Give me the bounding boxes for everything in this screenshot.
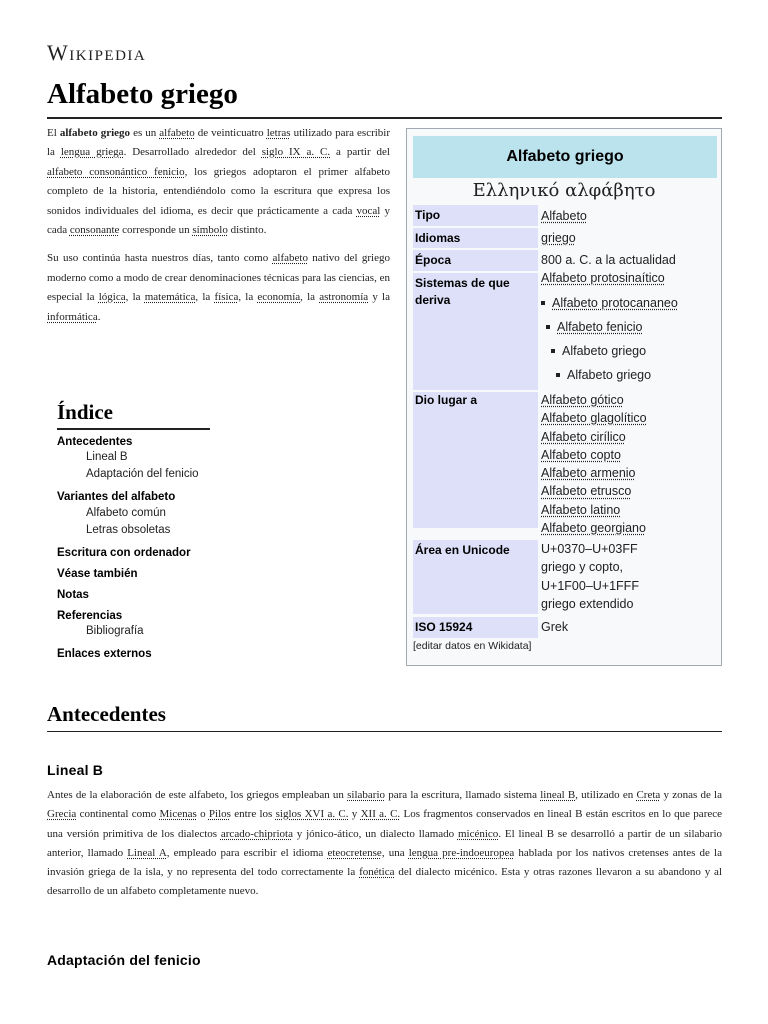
- article-link[interactable]: alfabeto: [272, 252, 308, 265]
- infobox-link[interactable]: Alfabeto cirílico: [541, 429, 626, 444]
- toc-subitem[interactable]: Lineal B: [86, 451, 128, 463]
- text-run: y la: [368, 291, 390, 304]
- infobox-native-name: Ελληνικό αλφάβητο: [472, 180, 656, 201]
- unicode-range-1: U+0370–U+03FF: [541, 542, 638, 556]
- text-run: a partir del: [330, 146, 390, 159]
- intro-paragraph-1: [47, 124, 390, 240]
- infobox-value-unicode: [541, 540, 719, 613]
- text-run: corresponde un: [119, 224, 193, 237]
- infobox-epoca-text: 800 a. C. a la actualidad: [541, 253, 676, 267]
- lineal-b-paragraph: [47, 786, 722, 902]
- bullet-icon: [551, 349, 555, 353]
- infobox-link[interactable]: Alfabeto copto: [541, 447, 621, 462]
- derivation-text: Alfabeto griego: [562, 343, 647, 358]
- text-run: Antes de la elaboración de este alfabeto, los griegos empleaban un: [47, 789, 348, 801]
- text-run: , empleado para escribir el idioma: [166, 846, 328, 859]
- infobox-header: Alfabeto griego: [413, 136, 717, 178]
- table-of-contents: [57, 398, 227, 660]
- infobox-value-tipo: [541, 207, 719, 225]
- article-link[interactable]: Pilos: [208, 808, 231, 821]
- text-run: Su uso continúa hasta nuestros días, tanto como: [47, 252, 273, 265]
- intro-paragraph-2: [47, 249, 390, 327]
- article-link[interactable]: silabario: [347, 789, 386, 801]
- article-link[interactable]: siglo IX a. C.: [261, 146, 331, 159]
- text-run: .: [97, 310, 101, 323]
- article-link[interactable]: lengua pre-indoeuropea: [408, 846, 515, 859]
- toc-item[interactable]: Referencias: [57, 610, 123, 622]
- derivation-item: [551, 339, 719, 363]
- text-run: utilizado para escribir la: [47, 127, 391, 159]
- text-run: y: [348, 808, 361, 821]
- unicode-desc-1: griego y copto,: [541, 560, 623, 575]
- article-link[interactable]: símbolo: [192, 224, 228, 237]
- intro-text: [47, 124, 390, 336]
- derivation-item: [556, 363, 719, 387]
- unicode-range-2: U+1F00–U+1FFF: [541, 578, 639, 593]
- infobox-value-iso: [541, 618, 719, 636]
- toc-subitem[interactable]: Adaptación del fenicio: [86, 468, 199, 480]
- article-link[interactable]: Grecia: [47, 808, 77, 821]
- text-run: , la: [300, 291, 320, 304]
- article-link[interactable]: astronomía: [319, 291, 369, 304]
- infobox: [406, 128, 722, 666]
- wikipedia-wordmark[interactable]: Wikipedia: [47, 40, 147, 65]
- article-link[interactable]: eteocretense: [327, 846, 382, 859]
- subsection-heading-lineal-b: Lineal B: [47, 762, 104, 778]
- text-run: distinto.: [227, 224, 267, 237]
- article-link[interactable]: economía: [257, 291, 301, 304]
- infobox-label-deriva: Sistemas de que deriva: [413, 273, 538, 390]
- article-link[interactable]: lengua griega: [60, 146, 124, 159]
- text-run: El: [47, 127, 60, 139]
- infobox-link[interactable]: Alfabeto latino: [541, 502, 621, 517]
- article-link[interactable]: XII a. C.: [360, 808, 401, 821]
- infobox-link[interactable]: Alfabeto etrusco: [541, 484, 632, 499]
- text-run: , la: [238, 291, 258, 304]
- toc-subitem[interactable]: Letras obsoletas: [86, 524, 171, 536]
- article-link[interactable]: arcado-chipriota: [220, 827, 293, 840]
- text-run: y cada: [47, 204, 391, 237]
- article-link[interactable]: Micenas: [159, 808, 197, 821]
- article-link[interactable]: Lineal A: [127, 846, 167, 859]
- toc-item[interactable]: Notas: [57, 589, 89, 601]
- infobox-value-deriva: [541, 269, 719, 387]
- title-divider: [47, 117, 722, 119]
- text-run: es un: [130, 127, 160, 139]
- bullet-icon: [546, 325, 550, 329]
- derivation-item: [541, 291, 719, 315]
- unicode-desc-2: griego extendido: [541, 596, 634, 611]
- infobox-link[interactable]: Alfabeto gótico: [541, 393, 624, 407]
- text-run: . Desarrollado alrededor del: [123, 146, 262, 159]
- iso-code: Grek: [541, 620, 569, 634]
- infobox-link[interactable]: Alfabeto glagolítico: [541, 411, 647, 426]
- wikidata-edit-link[interactable]: [editar datos en Wikidata]: [413, 640, 532, 652]
- infobox-value-epoca: [541, 251, 719, 269]
- text-run: entre los: [230, 808, 276, 821]
- article-link[interactable]: alfabeto consonántico fenicio: [47, 165, 185, 178]
- article-link[interactable]: alfabeto: [159, 127, 195, 139]
- infobox-value-idiomas: [541, 229, 719, 247]
- text-run: . El lineal B se desarrolló a partir de un silabario anterior, llamado: [47, 827, 723, 859]
- bold-term: alfabeto griego: [59, 127, 131, 139]
- text-run: o: [196, 808, 209, 821]
- text-run: de veinticuatro: [194, 127, 267, 139]
- text-run: y zonas de la: [660, 789, 722, 801]
- subsection-heading-adaptacion: Adaptación del fenicio: [47, 952, 201, 968]
- bullet-icon: [541, 301, 545, 305]
- toc-subitem[interactable]: Alfabeto común: [86, 507, 166, 519]
- article-link[interactable]: física: [214, 291, 239, 304]
- text-run: Los fragmentos conservados en lineal B están escritos en lo que parece una versión primitiva de los dialectos: [47, 808, 723, 840]
- article-link[interactable]: letras: [266, 127, 291, 139]
- text-run: , la: [125, 291, 145, 304]
- infobox-link[interactable]: Alfabeto georgiano: [541, 521, 646, 536]
- article-link[interactable]: informática: [47, 310, 98, 323]
- text-run: , la: [195, 291, 215, 304]
- text-run: y jónico-ático, un dialecto llamado: [292, 827, 458, 840]
- toc-divider: [57, 428, 210, 430]
- article-link[interactable]: lineal B: [540, 789, 576, 801]
- infobox-link[interactable]: griego: [541, 231, 576, 245]
- text-run: , los griegos adoptaron el primer alfabeto completo de la historia, entendiéndolo como la escritura que expresa los sonidos individuales del idioma, es decir que prácticamente a cada: [47, 165, 390, 217]
- toc-item[interactable]: Variantes del alfabeto: [57, 491, 176, 503]
- toc-item[interactable]: Enlaces externos: [57, 648, 152, 660]
- section-heading-antecedentes: Antecedentes: [47, 702, 166, 726]
- text-run: hablada por los nativos cretenses antes de la invasión griega de la isla, y no representa del todo correctamente la: [47, 846, 722, 879]
- infobox-value-dio-lugar: [541, 391, 719, 537]
- toc-item[interactable]: Escritura con ordenador: [57, 547, 191, 559]
- article-link[interactable]: fonética: [359, 866, 395, 879]
- derivation-text: Alfabeto griego: [567, 367, 652, 382]
- infobox-link[interactable]: Alfabeto: [541, 209, 587, 223]
- text-run: del dialecto micénico. Esta y otras razones llevaron a su abandono y al desarrollo de un alfabeto completamente nuevo.: [47, 866, 723, 898]
- infobox-label-epoca: Época: [413, 250, 538, 271]
- toc-subitem[interactable]: Bibliografía: [86, 625, 144, 637]
- article-link[interactable]: siglos XVI a. C.: [275, 808, 349, 821]
- article-link[interactable]: vocal: [356, 204, 381, 217]
- article-link[interactable]: lógica: [98, 291, 126, 304]
- bullet-icon: [556, 373, 560, 377]
- text-run: , una: [381, 846, 409, 859]
- text-run: nativo del griego moderno como a modo de crear denominaciones técnicas para las ciencias, en especial la: [47, 252, 390, 304]
- infobox-link[interactable]: Alfabeto armenio: [541, 466, 636, 481]
- derivation-item: [546, 315, 719, 339]
- article-link[interactable]: Creta: [636, 789, 661, 801]
- infobox-label-unicode: Área en Unicode: [413, 540, 538, 614]
- infobox-label-iso: ISO 15924: [413, 617, 538, 638]
- infobox-link[interactable]: Alfabeto protosinaítico: [541, 271, 665, 285]
- infobox-label-idiomas: Idiomas: [413, 228, 538, 248]
- toc-title: Índice: [57, 400, 114, 424]
- section-divider: [47, 731, 722, 732]
- text-run: , utilizado en: [575, 789, 637, 801]
- infobox-label-dio-lugar: Dio lugar a: [413, 392, 538, 528]
- article-link[interactable]: consonante: [69, 224, 120, 237]
- article-link[interactable]: micénico: [457, 827, 499, 840]
- toc-item[interactable]: Antecedentes: [57, 436, 133, 448]
- text-run: continental como: [76, 808, 160, 821]
- infobox-link[interactable]: Alfabeto fenicio: [557, 319, 643, 334]
- infobox-label-tipo: Tipo: [413, 205, 538, 226]
- text-run: para la escritura, llamado sistema: [385, 789, 541, 801]
- article-link[interactable]: matemática: [144, 291, 196, 304]
- infobox-link[interactable]: Alfabeto protocananeo: [552, 295, 678, 310]
- page-title: Alfabeto griego: [47, 78, 238, 110]
- toc-item[interactable]: Véase también: [57, 568, 138, 580]
